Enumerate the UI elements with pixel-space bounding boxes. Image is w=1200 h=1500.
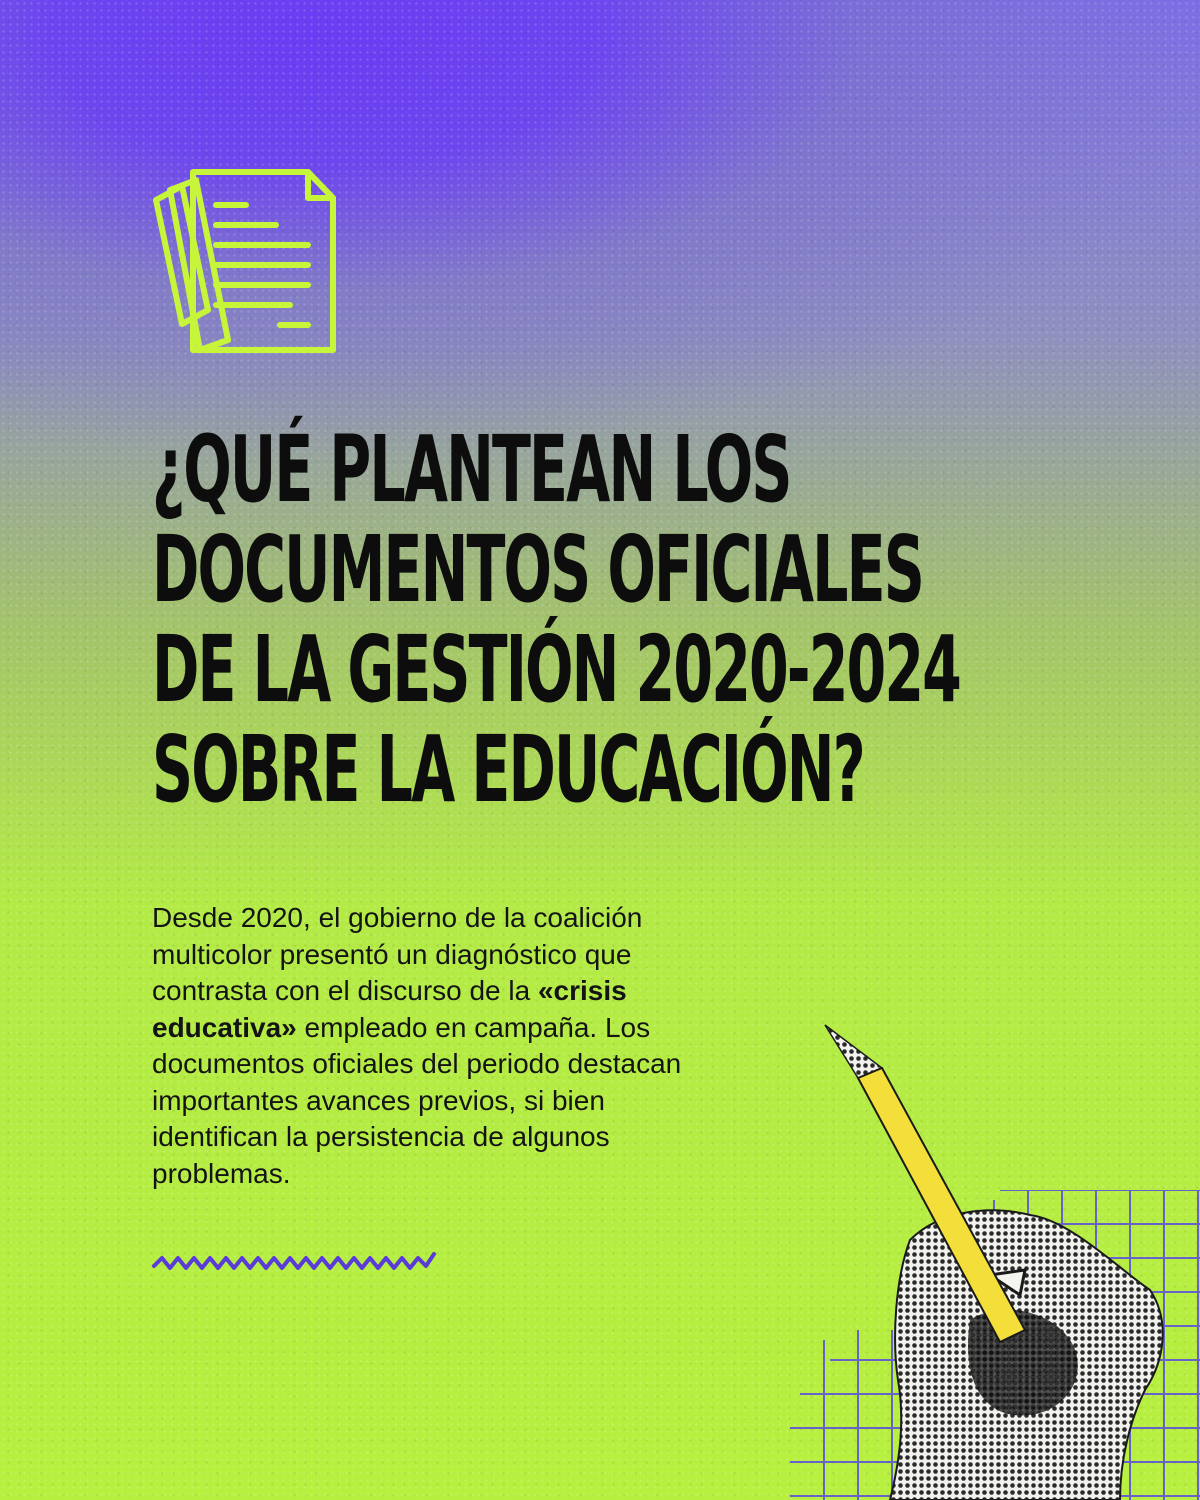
title-line-3: DE LA GESTIÓN 2020-2024 [152,616,961,723]
title-line-4: SOBRE LA EDUCACIÓN? [152,716,864,823]
page-title [152,416,961,823]
intro-text-part-1: Desde 2020, el gobierno de la coalición multicolor presentó un diagnóstico que contrasta con el discurso de la [152,902,643,1006]
title-line-1: ¿QUÉ PLANTEAN LOS [152,416,791,523]
intro-paragraph [152,900,712,1192]
pencil-tip [825,1025,882,1078]
documents-icon [148,160,358,360]
hand-with-pencil-illustration [820,1020,1200,1500]
intro-text-part-2: empleado en campaña. Los documentos oficiales del periodo destacan importantes avances previos, si bien identifican la persistencia de algunos problemas. [152,1011,682,1189]
intro-emphasis: «crisis educativa» [152,975,627,1043]
title-line-2: DOCUMENTOS OFICIALES [152,516,923,623]
squiggle-underline [150,1246,440,1276]
